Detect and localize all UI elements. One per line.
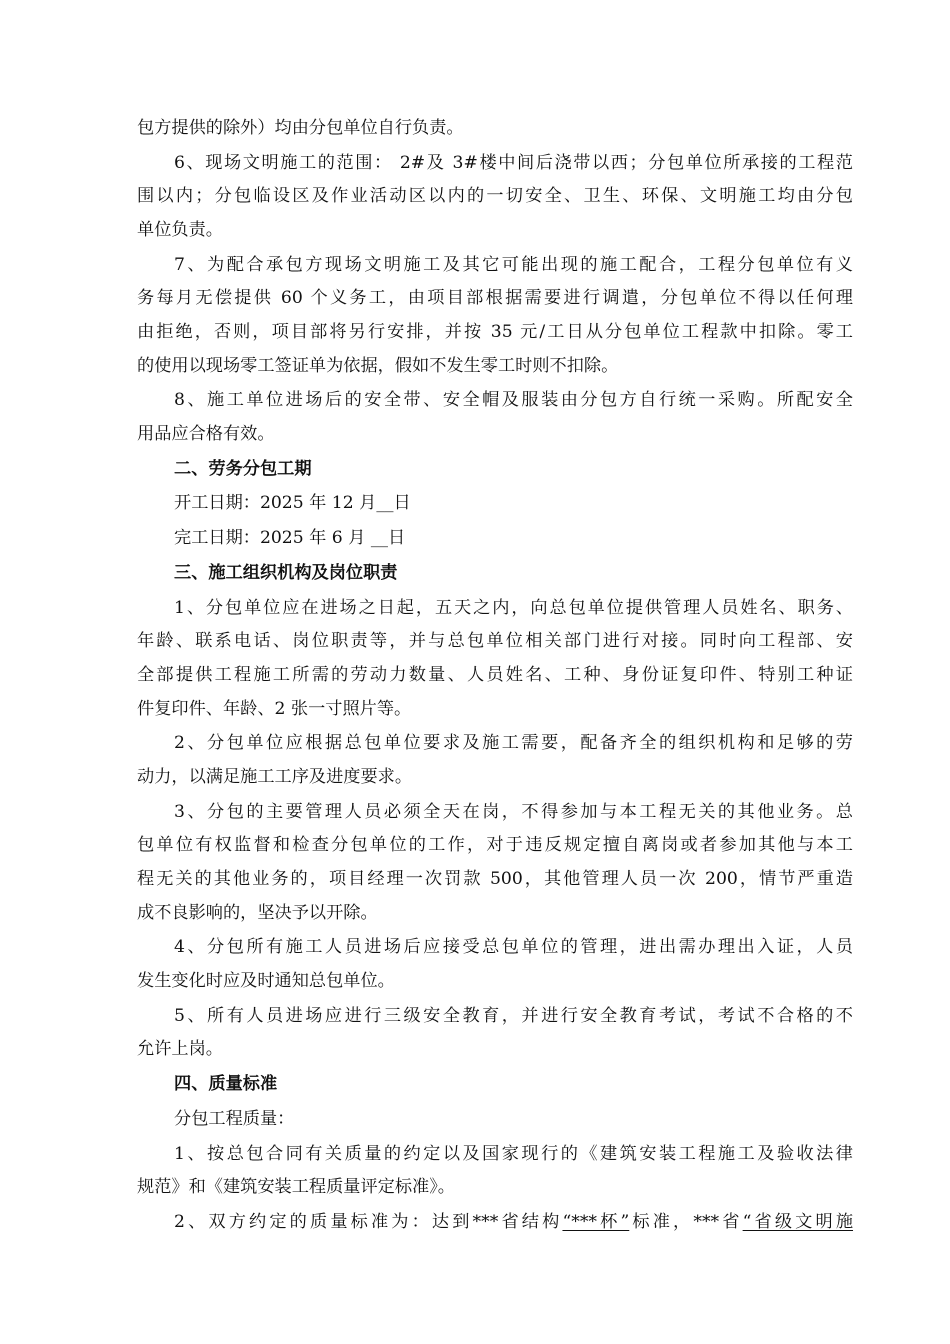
paragraph-line: 全部提供工程施工所需的劳动力数量、人员姓名、工种、身份证复印件、特别工种证	[137, 665, 853, 685]
paragraph-line: 由拒绝，否则，项目部将另行安排，并按 35 元/工日从分包单位工程款中扣除。零工	[137, 321, 853, 342]
paragraph-line: 包方提供的除外）均由分包单位自行负责。	[137, 118, 464, 138]
paragraph-line: 用品应合格有效。	[137, 423, 275, 444]
paragraph-line: 包单位有权监督和检查分包单位的工作，对于违反规定擅自离岗或者参加其他与本工	[137, 835, 853, 856]
quality-standard-line	[137, 1206, 853, 1240]
paragraph-line: 1、按总包合同有关质量的约定以及国家现行的《建筑安装工程施工及验收法律	[174, 1143, 853, 1164]
section-heading: 三、施工组织机构及岗位职责	[174, 563, 398, 584]
paragraph-line: 4、分包所有施工人员进场后应接受总包单位的管理，进出需办理出入证，人员	[174, 937, 853, 958]
start-date-line: 开工日期：2025 年 12 月__日	[174, 493, 411, 514]
document-body	[137, 112, 853, 1240]
paragraph-line: 务每月无偿提供 60 个义务工，由项目部根据需要进行调遣，分包单位不得以任何理	[137, 288, 853, 309]
paragraph-line: 5、所有人员进场应进行三级安全教育，并进行安全教育考试，考试不合格的不	[174, 1005, 853, 1026]
paragraph-line: 分包工程质量：	[174, 1108, 295, 1129]
paragraph-line: 单位负责。	[137, 219, 223, 240]
section-heading: 四、质量标准	[174, 1074, 278, 1095]
paragraph-line: 1、分包单位应在进场之日起，五天之内，向总包单位提供管理人员姓名、职务、	[174, 597, 853, 618]
award-name-underlined: “省级文明施	[742, 1212, 854, 1232]
end-date-line: 完工日期：2025 年 6 月 __日	[174, 528, 406, 549]
paragraph-line: 的使用以现场零工签证单为依据，假如不发生零工时则不扣除。	[137, 355, 619, 376]
paragraph-line: 6、现场文明施工的范围： 2#及 3#楼中间后浇带以西；分包单位所承接的工程范	[174, 152, 853, 173]
paragraph-line: 发生变化时应及时通知总包单位。	[137, 970, 395, 991]
paragraph-line: 规范》和《建筑安装工程质量评定标准》。	[137, 1177, 455, 1198]
paragraph-line: 7、为配合承包方现场文明施工及其它可能出现的施工配合，工程分包单位有义	[174, 254, 853, 275]
paragraph-line: 允许上岗。	[137, 1039, 223, 1060]
paragraph-line: 动力，以满足施工工序及进度要求。	[137, 766, 413, 787]
quality-standard-text: 标准，***省	[629, 1212, 743, 1232]
paragraph-line: 2、分包单位应根据总包单位要求及施工需要，配备齐全的组织机构和足够的劳	[174, 733, 853, 754]
section-heading: 二、劳务分包工期	[174, 458, 312, 479]
quality-standard-text: 2、双方约定的质量标准为：达到***省结构	[174, 1212, 563, 1232]
paragraph-line: 程无关的其他业务的，项目经理一次罚款 500，其他管理人员一次 200，情节严重造	[137, 868, 853, 889]
paragraph-line: 3、分包的主要管理人员必须全天在岗，不得参加与本工程无关的其他业务。总	[174, 801, 853, 822]
paragraph-line: 围以内；分包临设区及作业活动区以内的一切安全、卫生、环保、文明施工均由分包	[137, 186, 853, 207]
award-name-underlined: “***杯”	[562, 1212, 630, 1232]
paragraph-line: 8、施工单位进场后的安全带、安全帽及服装由分包方自行统一采购。所配安全	[174, 390, 853, 411]
paragraph-line: 成不良影响的，坚决予以开除。	[137, 902, 378, 923]
paragraph-line: 年龄、联系电话、岗位职责等，并与总包单位相关部门进行对接。同时向工程部、安	[137, 631, 853, 652]
paragraph-line: 件复印件、年龄、2 张一寸照片等。	[137, 698, 412, 719]
